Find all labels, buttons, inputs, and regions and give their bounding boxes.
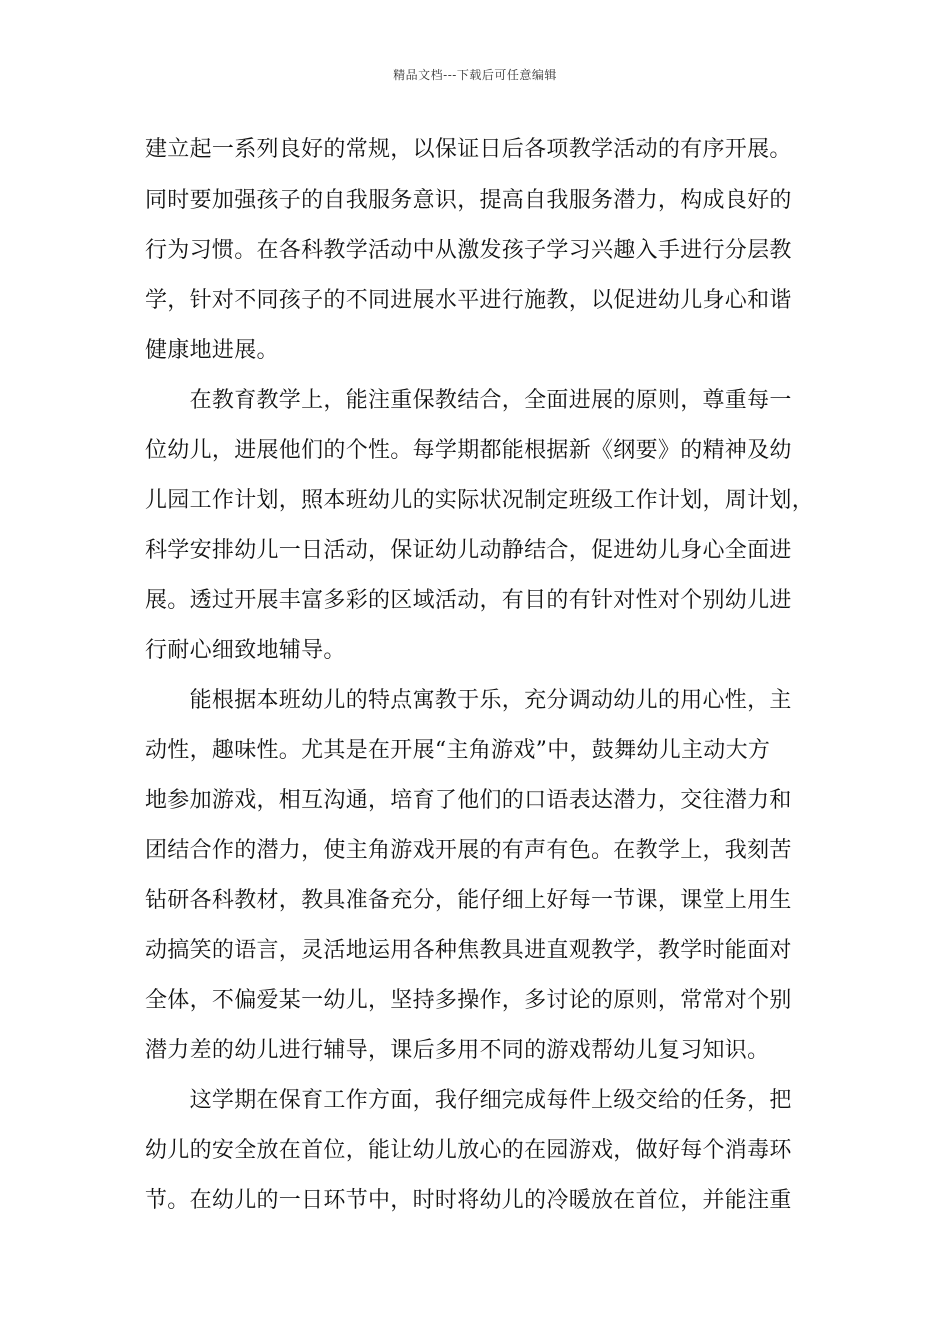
body-line: 位幼儿，进展他们的个性。每学期都能根据新《纲要》的精神及幼 [145,438,792,463]
body-line: 学，针对不同孩子的不同进展水平进行施教，以促进幼儿身心和谐 [145,288,792,313]
body-line: 幼儿的安全放在首位，能让幼儿放心的在园游戏，做好每个消毒环 [145,1138,792,1163]
body-line: 同时要加强孩子的自我服务意识，提高自我服务潜力，构成良好的 [145,188,792,213]
body-line: 能根据本班幼儿的特点寓教于乐，充分调动幼儿的用心性，主 [145,688,792,713]
body-line: 钻研各科教材，教具准备充分，能仔细上好每一节课，课堂上用生 [145,888,792,913]
body-line: 儿园工作计划，照本班幼儿的实际状况制定班级工作计划，周计划， [145,488,815,513]
body-line: 这学期在保育工作方面，我仔细完成每件上级交给的任务，把 [145,1088,792,1113]
body-line: 建立起一系列良好的常规，以保证日后各项教学活动的有序开展。 [145,137,792,162]
body-line: 行耐心细致地辅导。 [145,638,346,663]
body-line: 在教育教学上，能注重保教结合，全面进展的原则，尊重每一 [145,388,792,413]
body-line: 科学安排幼儿一日活动，保证幼儿动静结合，促进幼儿身心全面进 [145,538,792,563]
body-line: 潜力差的幼儿进行辅导，课后多用不同的游戏帮幼儿复习知识。 [145,1038,770,1063]
body-line: 节。在幼儿的一日环节中，时时将幼儿的冷暖放在首位，并能注重 [145,1188,792,1213]
page-header: 精品文档---下载后可任意编辑 [393,68,557,82]
body-line: 全体，不偏爱某一幼儿，坚持多操作，多讨论的原则，常常对个别 [145,988,792,1013]
body-line: 展。透过开展丰富多彩的区域活动，有目的有针对性对个别幼儿进 [145,588,792,613]
body-line: 行为习惯。在各科教学活动中从激发孩子学习兴趣入手进行分层教 [145,238,792,263]
body-line: 地参加游戏，相互沟通，培育了他们的口语表达潜力，交往潜力和 [145,788,792,813]
body-line: 动搞笑的语言，灵活地运用各种焦教具进直观教学，教学时能面对 [145,938,792,963]
body-line: 动性，趣味性。尤其是在开展“主角游戏”中，鼓舞幼儿主动大方 [145,738,771,763]
body-line: 健康地进展。 [145,338,279,363]
body-line: 团结合作的潜力，使主角游戏开展的有声有色。在教学上，我刻苦 [145,838,792,863]
